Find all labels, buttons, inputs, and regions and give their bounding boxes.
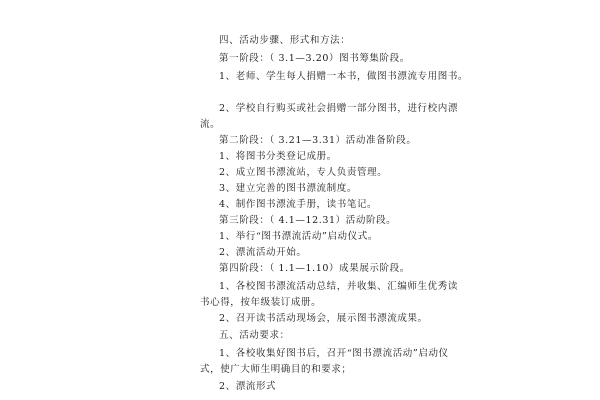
stage-4-item-1-cont: 书心得，按年级装订成册。 bbox=[200, 297, 322, 308]
section-heading-4: 四、活动步骤、形式和方法： bbox=[219, 35, 351, 46]
stage-1-item-2-cont: 流。 bbox=[200, 119, 221, 130]
stage-1-heading: 第一阶段：（ 3.1—3.20）图书筹集阶段。 bbox=[219, 53, 410, 64]
stage-3-heading: 第三阶段：（ 4.1—12.31）活动阶段。 bbox=[219, 215, 397, 226]
requirement-item-2: 2、漂流形式 bbox=[219, 381, 277, 392]
stage-1-item-2: 2、学校自行购买或社会捐赠一部分图书，进行校内漂 bbox=[219, 103, 458, 114]
stage-4-heading: 第四阶段：（ 1.1—1.10）成果展示阶段。 bbox=[219, 263, 410, 274]
stage-1-item-1: 1、老师、学生每人捐赠一本书，做图书漂流专用图书。 bbox=[219, 71, 469, 82]
stage-4-item-1: 1、各校图书漂流活动总结，并收集、汇编师生优秀读 bbox=[219, 281, 458, 292]
section-heading-5: 五、活动要求： bbox=[219, 330, 290, 341]
stage-4-item-2: 2、召开读书活动现场会，展示图书漂流成果。 bbox=[219, 313, 428, 324]
requirement-item-1: 1、各校收集好图书后，召开“图书漂流活动”启动仪 bbox=[219, 348, 449, 359]
requirement-item-1-cont: 式，使广大师生明确目的和要求； bbox=[200, 364, 352, 375]
stage-3-item-1: 1、举行“图书漂流活动”启动仪式。 bbox=[219, 231, 378, 242]
stage-2-item-4: 4、制作图书漂流手册，读书笔记。 bbox=[219, 199, 378, 210]
stage-2-item-2: 2、成立图书漂流站，专人负责管理。 bbox=[219, 167, 388, 178]
stage-3-item-2: 2、漂流活动开始。 bbox=[219, 247, 307, 258]
stage-2-item-3: 3、建立完善的图书漂流制度。 bbox=[219, 183, 357, 194]
stage-2-heading: 第二阶段：（ 3.21—3.31）活动准备阶段。 bbox=[219, 135, 417, 146]
stage-2-item-1: 1、将图书分类登记成册。 bbox=[219, 151, 337, 162]
